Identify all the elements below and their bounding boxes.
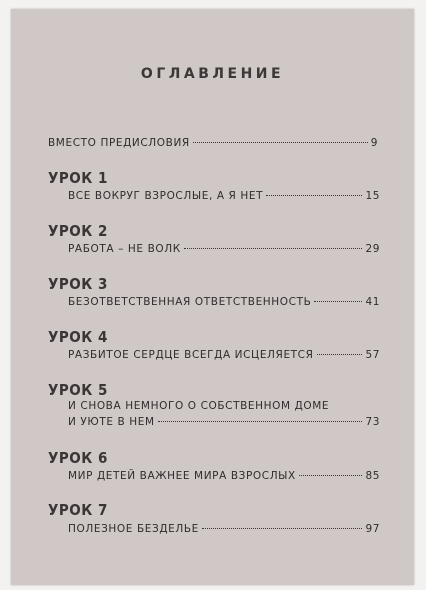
dot-leader — [158, 421, 363, 422]
dot-leader — [266, 195, 362, 196]
entry-page: 15 — [365, 190, 380, 202]
toc-entry-lesson-5 — [68, 416, 380, 428]
entry-label: ВМЕСТО ПРЕДИСЛОВИЯ — [48, 137, 190, 149]
entry-label: БЕЗОТВЕТСТВЕННАЯ ОТВЕТСТВЕННОСТЬ — [68, 296, 312, 308]
entry-page: 41 — [365, 296, 380, 308]
dot-leader — [184, 248, 363, 249]
dot-leader — [299, 475, 363, 476]
lesson-6-heading: УРОК 6 — [48, 449, 108, 467]
toc-entry-lesson-6 — [68, 470, 380, 482]
entry-page: 85 — [365, 470, 380, 482]
entry-label: ВСЕ ВОКРУГ ВЗРОСЛЫЕ, А Я НЕТ — [68, 190, 264, 202]
entry-page: 57 — [365, 349, 380, 361]
toc-entry-lesson-1 — [68, 190, 380, 202]
entry-label: РАЗБИТОЕ СЕРДЦЕ ВСЕГДА ИСЦЕЛЯЕТСЯ — [68, 349, 314, 361]
entry-page: 29 — [365, 243, 380, 255]
dot-leader — [314, 301, 362, 302]
toc-entry-lesson-7 — [68, 523, 380, 535]
entry-label: ПОЛЕЗНОЕ БЕЗДЕЛЬЕ — [68, 523, 199, 535]
entry-label: МИР ДЕТЕЙ ВАЖНЕЕ МИРА ВЗРОСЛЫХ — [68, 470, 296, 482]
page-title: ОГЛАВЛЕНИЕ — [140, 66, 285, 82]
dot-leader — [202, 528, 363, 529]
entry-page: 9 — [370, 137, 378, 149]
lesson-3-heading: УРОК 3 — [48, 275, 108, 293]
toc-entry-lesson-3 — [68, 296, 380, 308]
lesson-7-heading: УРОК 7 — [48, 501, 108, 519]
toc-entry-lesson-4 — [68, 349, 380, 361]
lesson-5-heading: УРОК 5 — [48, 381, 108, 399]
entry-page: 73 — [365, 416, 380, 428]
dot-leader — [193, 142, 368, 143]
entry-label: РАБОТА – НЕ ВОЛК — [68, 243, 181, 255]
toc-entry-preface — [48, 137, 378, 149]
entry-page: 97 — [365, 523, 380, 535]
lesson-1-heading: УРОК 1 — [48, 169, 108, 187]
lesson-2-heading: УРОК 2 — [48, 222, 108, 240]
lesson-4-heading: УРОК 4 — [48, 328, 108, 346]
entry-label: И УЮТЕ В НЕМ — [68, 416, 155, 428]
toc-entry-lesson-2 — [68, 243, 380, 255]
entry-label-line-1: И СНОВА НЕМНОГО О СОБСТВЕННОМ ДОМЕ — [68, 400, 330, 412]
book-page — [11, 9, 414, 585]
dot-leader — [317, 354, 363, 355]
